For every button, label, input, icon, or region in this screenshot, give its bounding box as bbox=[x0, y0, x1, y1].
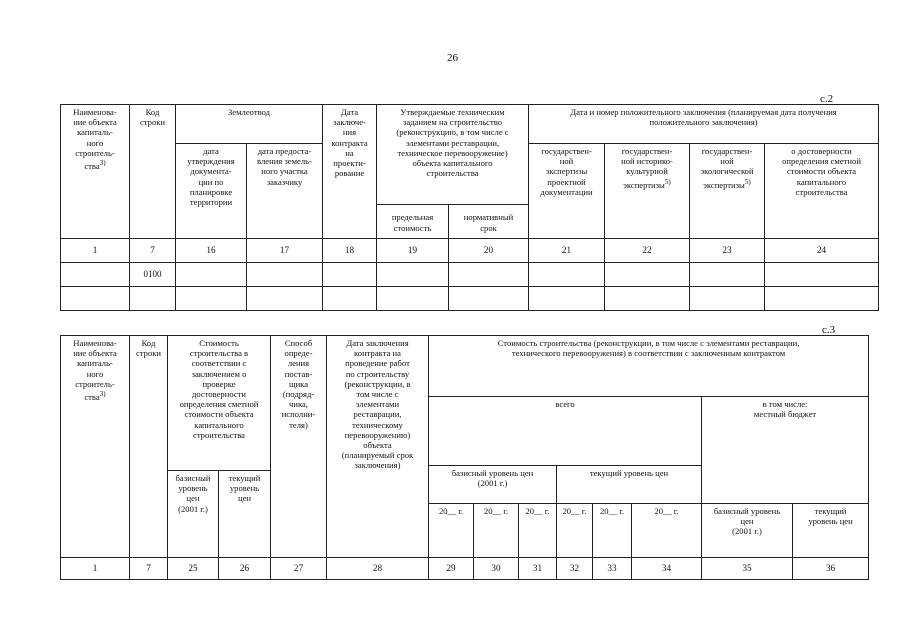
s3-header-cc-base: базисный уровень цен (2001 г.) bbox=[168, 471, 219, 558]
s3-colnum: 30 bbox=[474, 558, 519, 580]
s2-colnum: 22 bbox=[605, 239, 690, 263]
s2-colnum: 1 bbox=[61, 239, 130, 263]
s3-header-year: 20__ г. bbox=[474, 504, 519, 558]
s2-colnum: 7 bbox=[130, 239, 176, 263]
s3-colnum: 33 bbox=[593, 558, 632, 580]
s2-cell[interactable] bbox=[130, 287, 176, 311]
s3-header-code: Код строки bbox=[130, 336, 168, 558]
s2-cell[interactable] bbox=[765, 263, 879, 287]
s3-colnum: 34 bbox=[632, 558, 702, 580]
s2-colnum: 20 bbox=[449, 239, 529, 263]
s2-cell[interactable] bbox=[61, 263, 130, 287]
s3-header-cost-conclusion: Стоимость строительства в соответствии с заключением о проверке достоверности определения сметной стоимости объекта капитального строительства bbox=[168, 336, 271, 471]
s3-header-name-sup: 3) bbox=[99, 390, 106, 399]
s2-colnum: 16 bbox=[176, 239, 247, 263]
s2-cell[interactable] bbox=[247, 287, 323, 311]
s2-cell[interactable] bbox=[61, 287, 130, 311]
s3-colnum: 26 bbox=[219, 558, 271, 580]
s2-cell[interactable] bbox=[323, 263, 377, 287]
s2-header-land: Землеотвод bbox=[176, 105, 323, 144]
s3-header-cc-current: текущий уровень цен bbox=[219, 471, 271, 558]
s2-cell[interactable] bbox=[605, 287, 690, 311]
s2-colnum: 21 bbox=[529, 239, 605, 263]
s3-header-cost-contract: Стоимость строительства (реконструкции, в том числе с элементами реставрации, технического перевооружения) в соответствии с заключенным контрактом bbox=[429, 336, 869, 397]
section-3-table bbox=[60, 335, 869, 580]
s3-header-name-text: Наименова- ние объекта капиталь- ного строитель- ства bbox=[73, 338, 117, 402]
s2-cell[interactable] bbox=[449, 263, 529, 287]
s3-header-incl: в том числе: местный бюджет bbox=[702, 397, 869, 504]
section-3-label: с.3 bbox=[822, 324, 836, 336]
s3-colnum: 1 bbox=[61, 558, 130, 580]
s2-header-contract-date: Дата заключе- ния контракта на проекти- рование bbox=[323, 105, 377, 239]
s2-colnum: 17 bbox=[247, 239, 323, 263]
s3-header-year: 20__ г. bbox=[557, 504, 593, 558]
s2-colnum: 19 bbox=[377, 239, 449, 263]
s3-header-year: 20__ г. bbox=[519, 504, 557, 558]
page-number: 26 bbox=[447, 52, 458, 64]
s2-cell[interactable] bbox=[529, 263, 605, 287]
s3-header-contract-date: Дата заключения контракта на проведение работ по строительству (реконструкции, в том числе с элементами реставрации, техническому перевооружению) объекта (планируемый срок заключения) bbox=[327, 336, 429, 558]
s3-header-total: всего bbox=[429, 397, 702, 466]
s2-header-exp-eco-sup: 5) bbox=[744, 177, 751, 186]
s2-header-exp-cost: о достоверности определения сметной стоимости объекта капитального строительства bbox=[765, 144, 879, 239]
s2-cell[interactable] bbox=[176, 287, 247, 311]
s2-header-name bbox=[61, 105, 130, 239]
s2-colnum: 24 bbox=[765, 239, 879, 263]
s3-colnum: 28 bbox=[327, 558, 429, 580]
s2-header-land-grant: дата предоста- вления земель- ного участка заказчику bbox=[247, 144, 323, 239]
s2-header-name-sup: 3) bbox=[99, 159, 106, 168]
s2-header-tech-task: Утверждаемые техническим заданием на строительство (реконструкцию, в том числе с элементами реставрации, техническое перевооружение) объекта капитального строительства bbox=[377, 105, 529, 205]
s3-colnum: 31 bbox=[519, 558, 557, 580]
s2-cell[interactable] bbox=[690, 263, 765, 287]
s2-cell[interactable] bbox=[449, 287, 529, 311]
s2-colnum: 23 bbox=[690, 239, 765, 263]
s2-cell[interactable] bbox=[323, 287, 377, 311]
s3-colnum: 25 bbox=[168, 558, 219, 580]
s3-header-year: 20__ г. bbox=[593, 504, 632, 558]
s2-cell[interactable] bbox=[605, 263, 690, 287]
s2-header-exp-hist bbox=[605, 144, 690, 239]
s3-colnum: 32 bbox=[557, 558, 593, 580]
s2-header-tech-norm: нормативный срок bbox=[449, 205, 529, 239]
s3-header-year: 20__ г. bbox=[632, 504, 702, 558]
s3-header-year: 20__ г. bbox=[429, 504, 474, 558]
s3-header-loc-current: текущий уровень цен bbox=[793, 504, 869, 558]
s3-colnum: 27 bbox=[271, 558, 327, 580]
s3-colnum: 36 bbox=[793, 558, 869, 580]
s3-header-total-base: базисный уровень цен (2001 г.) bbox=[429, 466, 557, 504]
section-2-table bbox=[60, 104, 879, 311]
s2-header-exp-hist-text: государствен- ной историко- культурной экспертизы bbox=[621, 146, 673, 190]
s2-cell[interactable] bbox=[377, 287, 449, 311]
s2-cell[interactable] bbox=[529, 287, 605, 311]
s2-header-exp-eco bbox=[690, 144, 765, 239]
s3-header-method: Способ опреде- ления постав- щика (подряд- чика, исполни- теля) bbox=[271, 336, 327, 558]
section-2-label: с.2 bbox=[820, 93, 834, 105]
s2-cell[interactable] bbox=[765, 287, 879, 311]
s3-header-name bbox=[61, 336, 130, 558]
s2-header-exp-hist-sup: 5) bbox=[664, 177, 671, 186]
s2-cell[interactable] bbox=[247, 263, 323, 287]
s2-header-expertise: Дата и номер положительного заключения (планируемая дата получения положительного заключения) bbox=[529, 105, 879, 144]
s2-header-exp-eco-text: государствен- ной экологической экспертизы bbox=[700, 146, 754, 190]
s2-header-tech-limit: предельная стоимость bbox=[377, 205, 449, 239]
s3-colnum: 7 bbox=[130, 558, 168, 580]
s2-cell[interactable] bbox=[377, 263, 449, 287]
s2-header-exp-state: государствен- ной экспертизы проектной документации bbox=[529, 144, 605, 239]
s2-cell[interactable] bbox=[176, 263, 247, 287]
s3-header-loc-base: базисный уровень цен (2001 г.) bbox=[702, 504, 793, 558]
s2-colnum: 18 bbox=[323, 239, 377, 263]
s2-header-land-approval: дата утверждения документа- ции по планировке территории bbox=[176, 144, 247, 239]
s2-header-code: Код строки bbox=[130, 105, 176, 239]
s2-row-code: 0100 bbox=[130, 263, 176, 287]
s2-header-name-text: Наименова- ние объекта капиталь- ного строитель- ства bbox=[73, 107, 117, 171]
s2-cell[interactable] bbox=[690, 287, 765, 311]
s3-colnum: 29 bbox=[429, 558, 474, 580]
s3-header-total-current: текущий уровень цен bbox=[557, 466, 702, 504]
s3-colnum: 35 bbox=[702, 558, 793, 580]
